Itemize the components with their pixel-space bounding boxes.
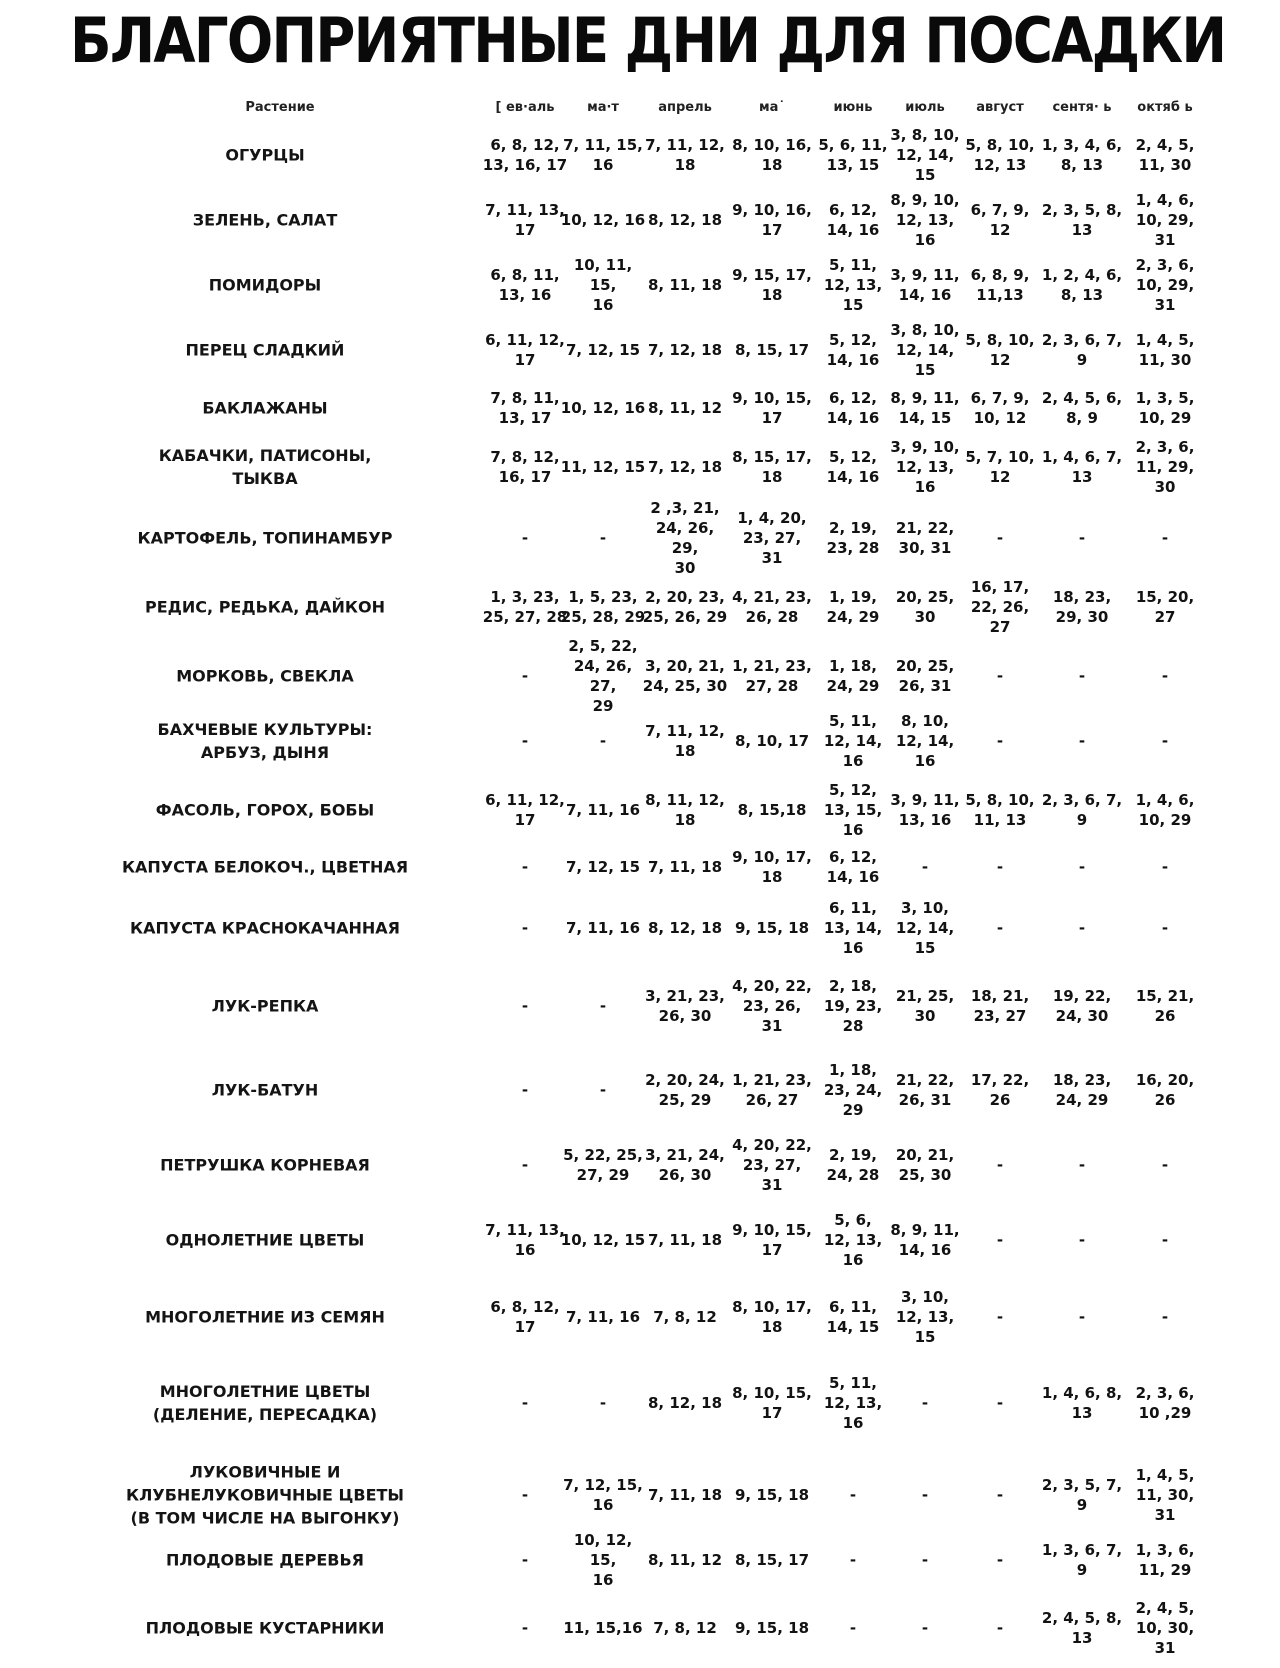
day-cell: 1, 19, 24, 29 (826, 588, 880, 626)
day-cell: 5, 6, 12, 13, 16 (823, 1211, 883, 1269)
plant-name-line: ЛУК-БАТУН (211, 1080, 319, 1100)
plant-name-line: ОДНОЛЕТНИЕ ЦВЕТЫ (165, 1230, 365, 1250)
day-cell: - (1161, 732, 1169, 750)
day-cell: 7, 12, 18 (647, 341, 723, 359)
day-cell: 19, 22, 24, 30 (1052, 987, 1112, 1025)
day-cell: 9, 15, 18 (734, 1619, 810, 1637)
day-cell: 6, 11, 12, 17 (485, 331, 565, 369)
day-cell: - (1078, 858, 1086, 876)
header-month: октяб ь (1137, 100, 1193, 115)
plant-name (100, 1229, 430, 1252)
day-cell: 18, 23, 29, 30 (1052, 588, 1112, 626)
plant-name-line: ЛУКОВИЧНЫЕ И (189, 1462, 341, 1482)
day-cell: 7, 8, 12, 16, 17 (490, 448, 560, 486)
day-cell: 1, 4, 20, 23, 27, 31 (737, 509, 807, 567)
day-cell: 2 ,3, 21, 24, 26, 29, 30 (650, 499, 720, 577)
day-cell: - (1161, 858, 1169, 876)
day-cell: - (996, 1619, 1004, 1637)
day-cell: 9, 10, 16, 17 (732, 201, 812, 239)
plant-name-line: БАХЧЕВЫЕ КУЛЬТУРЫ: (157, 720, 373, 739)
day-cell: 7, 11, 12, 18 (645, 722, 725, 760)
day-cell: 8, 10, 12, 14, 16 (895, 712, 955, 770)
header-month: апрель (658, 100, 712, 115)
day-cell: 7, 11, 16 (565, 801, 641, 819)
plant-name (100, 718, 430, 764)
day-cell: 8, 12, 18 (647, 919, 723, 937)
day-cell: - (921, 858, 929, 876)
day-cell: - (1161, 1308, 1169, 1326)
plant-name (100, 1079, 430, 1102)
day-cell: 3, 9, 11, 13, 16 (890, 791, 960, 829)
day-cell: 2, 19, 23, 28 (826, 519, 880, 557)
header-month: ма˙ (759, 100, 785, 115)
plant-name-line: МНОГОЛЕТНИЕ ЦВЕТЫ (159, 1382, 371, 1401)
day-cell: - (849, 1551, 857, 1569)
day-cell: 8, 9, 10, 12, 13, 16 (890, 191, 960, 249)
day-cell: 5, 12, 14, 16 (826, 331, 880, 369)
plant-name-line: ПЕРЕЦ СЛАДКИЙ (185, 340, 345, 360)
day-cell: 7, 12, 15, 16 (563, 1476, 643, 1514)
day-cell: 2, 3, 6, 7, 9 (1041, 331, 1123, 369)
plant-name-line: ЗЕЛЕНЬ, САЛАТ (192, 210, 338, 230)
plant-name-line: МНОГОЛЕТНИЕ ИЗ СЕМЯН (145, 1307, 385, 1327)
plant-name (100, 856, 430, 879)
day-cell: - (1078, 919, 1086, 937)
day-cell: 1, 4, 5, 11, 30, 31 (1135, 1466, 1195, 1524)
day-cell: 8, 15,18 (737, 801, 807, 819)
day-cell: 1, 4, 6, 8, 13 (1041, 1384, 1123, 1422)
day-cell: 10, 11, 15, 16 (573, 256, 633, 314)
day-cell: 8, 12, 18 (647, 211, 723, 229)
plant-name (100, 274, 430, 297)
header-month: август (976, 100, 1024, 115)
day-cell: - (521, 529, 529, 547)
day-cell: 4, 20, 22, 23, 26, 31 (732, 977, 812, 1035)
day-cell: 7, 11, 18 (647, 1486, 723, 1504)
plant-name-line: ОГУРЦЫ (225, 145, 305, 165)
day-cell: 3, 21, 24, 26, 30 (645, 1146, 725, 1184)
day-cell: 16, 17, 22, 26, 27 (970, 578, 1030, 636)
day-cell: 8, 9, 11, 14, 15 (890, 389, 960, 427)
plant-name (100, 799, 430, 822)
plant-name-line: КАБАЧКИ, ПАТИСОНЫ, (158, 446, 372, 465)
day-cell: 6, 11, 14, 15 (826, 1298, 880, 1336)
day-cell: 2, 20, 24, 25, 29 (645, 1071, 725, 1109)
day-cell: 7, 11, 12, 18 (645, 136, 725, 174)
day-cell: 2, 19, 24, 28 (826, 1146, 880, 1184)
day-cell: - (996, 1486, 1004, 1504)
day-cell: 3, 10, 12, 13, 15 (895, 1288, 955, 1346)
plant-name (100, 209, 430, 232)
day-cell: 1, 3, 6, 11, 29 (1135, 1541, 1195, 1579)
day-cell: 7, 12, 15 (565, 858, 641, 876)
day-cell: 1, 4, 5, 11, 30 (1135, 331, 1195, 369)
day-cell: 3, 9, 10, 12, 13, 16 (890, 438, 960, 496)
day-cell: - (996, 1551, 1004, 1569)
day-cell: 3, 9, 11, 14, 16 (890, 266, 960, 304)
day-cell: 10, 12, 16 (560, 399, 646, 417)
day-cell: 21, 22, 26, 31 (895, 1071, 955, 1109)
day-cell: - (996, 1308, 1004, 1326)
day-cell: - (1078, 667, 1086, 685)
day-cell: 7, 8, 11, 13, 17 (490, 389, 560, 427)
day-cell: 2, 4, 5, 8, 13 (1041, 1609, 1123, 1647)
day-cell: 10, 12, 16 (560, 211, 646, 229)
day-cell: 2, 20, 23, 25, 26, 29 (642, 588, 728, 626)
day-cell: 7, 11, 16 (565, 919, 641, 937)
day-cell: 2, 3, 5, 8, 13 (1041, 201, 1123, 239)
day-cell: 9, 15, 17, 18 (732, 266, 812, 304)
day-cell: 6, 7, 9, 10, 12 (970, 389, 1030, 427)
day-cell: 5, 12, 14, 16 (826, 448, 880, 486)
day-cell: 9, 15, 18 (734, 1486, 810, 1504)
day-cell: 1, 3, 5, 10, 29 (1135, 389, 1195, 427)
day-cell: 10, 12, 15, 16 (573, 1531, 633, 1589)
day-cell: 18, 23, 24, 29 (1052, 1071, 1112, 1109)
plant-name-line: ПЛОДОВЫЕ ДЕРЕВЬЯ (166, 1550, 364, 1570)
plant-name (100, 596, 430, 619)
day-cell: 9, 15, 18 (734, 919, 810, 937)
day-cell: 9, 10, 17, 18 (732, 848, 812, 886)
day-cell: 7, 11, 13, 16 (485, 1221, 565, 1259)
day-cell: 7, 12, 15 (565, 341, 641, 359)
day-cell: - (1078, 1231, 1086, 1249)
day-cell: 2, 3, 6, 10, 29, 31 (1135, 256, 1195, 314)
day-cell: 6, 8, 12, 17 (490, 1298, 560, 1336)
day-cell: 6, 12, 14, 16 (826, 201, 880, 239)
day-cell: 5, 8, 10, 12 (965, 331, 1035, 369)
day-cell: 8, 10, 17, 18 (732, 1298, 812, 1336)
day-cell: 9, 10, 15, 17 (732, 389, 812, 427)
day-cell: - (1078, 1308, 1086, 1326)
header-plant: Растение (245, 100, 315, 115)
day-cell: 20, 25, 26, 31 (895, 657, 955, 695)
day-cell: 2, 5, 22, 24, 26, 27, 29 (568, 637, 638, 715)
day-cell: - (521, 1619, 529, 1637)
day-cell: 7, 11, 18 (647, 858, 723, 876)
day-cell: 5, 8, 10, 11, 13 (965, 791, 1035, 829)
day-cell: 18, 21, 23, 27 (970, 987, 1030, 1025)
day-cell: 1, 4, 6, 7, 13 (1041, 448, 1123, 486)
day-cell: 5, 7, 10, 12 (965, 448, 1035, 486)
plant-name (100, 1306, 430, 1329)
day-cell: 6, 8, 9, 11,13 (970, 266, 1030, 304)
day-cell: - (1078, 1156, 1086, 1174)
day-cell: 1, 3, 6, 7, 9 (1041, 1541, 1123, 1579)
day-cell: - (521, 1081, 529, 1099)
day-cell: 7, 11, 13, 17 (485, 201, 565, 239)
plant-name-line: АРБУЗ, ДЫНЯ (200, 743, 330, 762)
page-title: БЛАГОПРИЯТНЫЕ ДНИ ДЛЯ ПОСАДКИ (70, 4, 1226, 77)
day-cell: 7, 8, 12 (653, 1619, 717, 1637)
day-cell: 7, 8, 12 (653, 1308, 717, 1326)
day-cell: 1, 4, 6, 10, 29, 31 (1135, 191, 1195, 249)
day-cell: - (849, 1619, 857, 1637)
day-cell: 2, 3, 5, 7, 9 (1041, 1476, 1123, 1514)
day-cell: 8, 10, 15, 17 (732, 1384, 812, 1422)
day-cell: 2, 3, 6, 10 ,29 (1135, 1384, 1195, 1422)
plant-name (100, 917, 430, 940)
day-cell: 7, 11, 18 (647, 1231, 723, 1249)
day-cell: - (521, 1156, 529, 1174)
day-cell: - (849, 1486, 857, 1504)
day-cell: - (599, 1394, 607, 1412)
day-cell: 6, 7, 9, 12 (970, 201, 1030, 239)
day-cell: 6, 8, 11, 13, 16 (490, 266, 560, 304)
day-cell: - (521, 1551, 529, 1569)
day-cell: 3, 10, 12, 14, 15 (895, 899, 955, 957)
day-cell: 1, 18, 23, 24, 29 (823, 1061, 883, 1119)
day-cell: 8, 11, 18 (647, 276, 723, 294)
plant-name-line: КЛУБНЕЛУКОВИЧНЫЕ ЦВЕТЫ (126, 1485, 404, 1505)
plant-name (100, 339, 430, 362)
plant-name-line: РЕДИС, РЕДЬКА, ДАЙКОН (145, 597, 385, 617)
day-cell: 5, 8, 10, 12, 13 (965, 136, 1035, 174)
plant-name (100, 1549, 430, 1572)
plant-name-line: ПЛОДОВЫЕ КУСТАРНИКИ (145, 1618, 385, 1638)
day-cell: 8, 9, 11, 14, 16 (890, 1221, 960, 1259)
day-cell: - (521, 667, 529, 685)
day-cell: 5, 12, 13, 15, 16 (823, 781, 883, 839)
day-cell: - (1078, 732, 1086, 750)
day-cell: 6, 12, 14, 16 (826, 848, 880, 886)
day-cell: 6, 8, 12, 13, 16, 17 (482, 136, 568, 174)
day-cell: 7, 11, 15, 16 (563, 136, 643, 174)
day-cell: 2, 3, 6, 7, 9 (1041, 791, 1123, 829)
plant-name-line: БАКЛАЖАНЫ (202, 398, 328, 418)
day-cell: 8, 11, 12 (647, 1551, 723, 1569)
plant-name-line: ПОМИДОРЫ (208, 275, 322, 295)
day-cell: 1, 5, 23, 25, 28, 29 (560, 588, 646, 626)
day-cell: 20, 21, 25, 30 (895, 1146, 955, 1184)
day-cell: - (521, 1486, 529, 1504)
day-cell: - (599, 732, 607, 750)
plant-name-line: МОРКОВЬ, СВЕКЛА (176, 666, 354, 686)
day-cell: 10, 12, 15 (560, 1231, 646, 1249)
day-cell: - (599, 529, 607, 547)
day-cell: 3, 20, 21, 24, 25, 30 (642, 657, 728, 695)
day-cell: - (521, 997, 529, 1015)
day-cell: 8, 12, 18 (647, 1394, 723, 1412)
day-cell: 1, 3, 23, 25, 27, 28 (482, 588, 568, 626)
header-month: сентя· ь (1052, 100, 1112, 115)
plant-name (100, 1154, 430, 1177)
plant-name-line: ЛУК-РЕПКА (211, 996, 319, 1016)
day-cell: 3, 21, 23, 26, 30 (645, 987, 725, 1025)
day-cell: - (921, 1619, 929, 1637)
plant-name-line: ФАСОЛЬ, ГОРОХ, БОБЫ (155, 800, 375, 820)
day-cell: 16, 20, 26 (1135, 1071, 1195, 1109)
day-cell: - (921, 1486, 929, 1504)
day-cell: - (599, 1081, 607, 1099)
day-cell: 1, 3, 4, 6, 8, 13 (1041, 136, 1123, 174)
day-cell: - (996, 1156, 1004, 1174)
plant-name-line: ТЫКВА (232, 469, 298, 488)
day-cell: - (1078, 529, 1086, 547)
day-cell: - (996, 529, 1004, 547)
day-cell: 4, 21, 23, 26, 28 (732, 588, 812, 626)
day-cell: 17, 22, 26 (970, 1071, 1030, 1109)
day-cell: - (1161, 1231, 1169, 1249)
day-cell: 1, 21, 23, 27, 28 (732, 657, 812, 695)
day-cell: 2, 4, 5, 11, 30 (1135, 136, 1195, 174)
plant-name-line: ПЕТРУШКА КОРНЕВАЯ (160, 1155, 370, 1175)
day-cell: 7, 11, 16 (565, 1308, 641, 1326)
day-cell: - (996, 1231, 1004, 1249)
day-cell: 2, 3, 6, 11, 29, 30 (1135, 438, 1195, 496)
day-cell: - (1161, 1156, 1169, 1174)
plant-name (100, 665, 430, 688)
day-cell: 5, 11, 12, 13, 16 (823, 1374, 883, 1432)
day-cell: 1, 4, 6, 10, 29 (1135, 791, 1195, 829)
day-cell: - (921, 1551, 929, 1569)
day-cell: - (521, 919, 529, 937)
day-cell: 3, 8, 10, 12, 14, 15 (890, 126, 960, 184)
day-cell: 15, 20, 27 (1135, 588, 1195, 626)
day-cell: - (996, 858, 1004, 876)
day-cell: - (996, 1394, 1004, 1412)
day-cell: 3, 8, 10, 12, 14, 15 (890, 321, 960, 379)
day-cell: 5, 22, 25, 27, 29 (563, 1146, 643, 1184)
day-cell: 6, 11, 13, 14, 16 (823, 899, 883, 957)
plant-name (100, 1380, 430, 1426)
plant-name (100, 1617, 430, 1640)
day-cell: - (1161, 529, 1169, 547)
header-month: июль (905, 100, 945, 115)
day-cell: 4, 20, 22, 23, 27, 31 (732, 1136, 812, 1194)
day-cell: - (996, 667, 1004, 685)
day-cell: - (1161, 667, 1169, 685)
day-cell: 9, 10, 15, 17 (732, 1221, 812, 1259)
day-cell: 1, 21, 23, 26, 27 (732, 1071, 812, 1109)
day-cell: 21, 25, 30 (895, 987, 955, 1025)
plant-name-line: КАРТОФЕЛЬ, ТОПИНАМБУР (137, 528, 393, 548)
header-month: [ ев·аль (495, 100, 555, 115)
plant-name (100, 1461, 430, 1530)
day-cell: 8, 11, 12, 18 (645, 791, 725, 829)
day-cell: 5, 11, 12, 14, 16 (823, 712, 883, 770)
day-cell: - (921, 1394, 929, 1412)
plant-name-line: (В ТОМ ЧИСЛЕ НА ВЫГОНКУ) (130, 1508, 400, 1528)
day-cell: 2, 18, 19, 23, 28 (823, 977, 883, 1035)
plant-name-line: (ДЕЛЕНИЕ, ПЕРЕСАДКА) (152, 1405, 378, 1424)
day-cell: - (996, 732, 1004, 750)
day-cell: 11, 15,16 (563, 1619, 643, 1637)
plant-name-line: КАПУСТА КРАСНОКАЧАННАЯ (130, 918, 400, 938)
plant-name (100, 995, 430, 1018)
day-cell: 8, 11, 12 (647, 399, 723, 417)
plant-name-line: КАПУСТА БЕЛОКОЧ., ЦВЕТНАЯ (121, 857, 409, 877)
day-cell: 7, 12, 18 (647, 458, 723, 476)
day-cell: - (996, 919, 1004, 937)
day-cell: 15, 21, 26 (1135, 987, 1195, 1025)
plant-name (100, 144, 430, 167)
day-cell: 1, 2, 4, 6, 8, 13 (1041, 266, 1123, 304)
plant-name (100, 444, 430, 490)
day-cell: 6, 11, 12, 17 (485, 791, 565, 829)
day-cell: 20, 25, 30 (895, 588, 955, 626)
plant-name (100, 397, 430, 420)
day-cell: 1, 18, 24, 29 (826, 657, 880, 695)
day-cell: 8, 10, 16, 18 (732, 136, 812, 174)
day-cell: 5, 11, 12, 13, 15 (823, 256, 883, 314)
day-cell: 11, 12, 15 (560, 458, 646, 476)
day-cell: 8, 10, 17 (734, 732, 810, 750)
header-month: июнь (833, 100, 873, 115)
day-cell: - (1161, 919, 1169, 937)
day-cell: - (521, 858, 529, 876)
day-cell: 6, 12, 14, 16 (826, 389, 880, 427)
day-cell: - (521, 1394, 529, 1412)
day-cell: 21, 22, 30, 31 (895, 519, 955, 557)
day-cell: 8, 15, 17 (734, 1551, 810, 1569)
day-cell: 2, 4, 5, 10, 30, 31 (1135, 1599, 1195, 1657)
day-cell: 8, 15, 17, 18 (732, 448, 812, 486)
day-cell: - (599, 997, 607, 1015)
plant-name (100, 527, 430, 550)
day-cell: 8, 15, 17 (734, 341, 810, 359)
day-cell: 5, 6, 11, 13, 15 (818, 136, 888, 174)
header-month: ма·т (587, 100, 619, 115)
day-cell: - (521, 732, 529, 750)
day-cell: 2, 4, 5, 6, 8, 9 (1041, 389, 1123, 427)
